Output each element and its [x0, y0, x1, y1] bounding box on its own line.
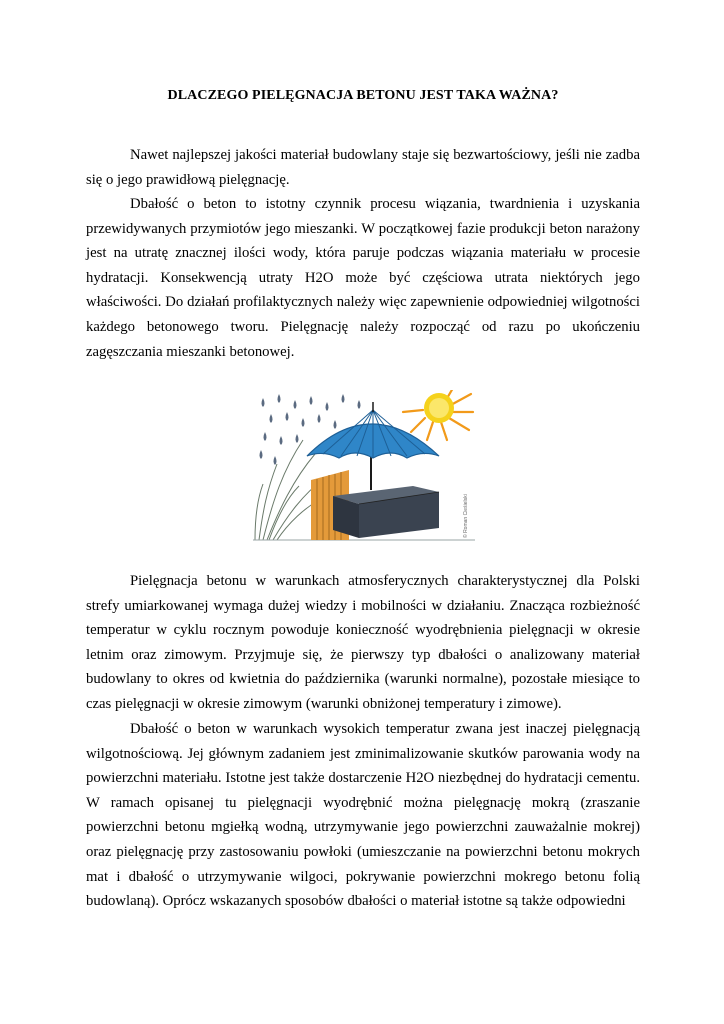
paragraph-humidity-care: Dbałość o beton w warunkach wysokich temperatur zwana jest inaczej pielęgnacją wilgotnościową. Jej głównym zadaniem jest zminimalizowanie skutków parowania wody na powierzchni materiału. Istotne jest także dostarczenie H2O niezbędnej do hydratacji cementu. W ramach opisanej tu pielęgnacji wyodrębnić można pielęgnację mokrą (zraszanie powierzchni betonu mgiełką wodną, utrzymywanie jego powierzchni zauważalnie mokrej) oraz pielęgnację przy zastosowaniu powłoki (umieszczanie na powierzchni betonu mokrych mat i dbałość o utrzymywanie wilgoci, pokrywanie powierzchni mokrego betonu folią budowlaną). Oprócz wskazanych sposobów dbałości o materiał istotne są także odpowiedni	[86, 721, 640, 910]
page-title: DLACZEGO PIELĘGNACJA BETONU JEST TAKA WAŻNA?	[167, 88, 559, 103]
paragraph-care-importance: Dbałość o beton to istotny czynnik procesu wiązania, twardnienia i uzyskania przewidywanych przymiotów jego mieszanki. W początkowej fazie produkcji beton narażony jest na utratę znacznej ilości wody, która paruje podczas wiązania materiału w procesie hydratacji. Konsekwencją utraty H2O może być częściowa utrata niektórych jego właściwości. Do działań profilaktycznych należy więc zapewnienie odpowiedniej wilgotności każdego betonowego tworu. Pielęgnację należy rozpocząć od razu po ukończeniu zagęszczania mieszanki betonowej.	[86, 196, 640, 360]
paragraph-intro: Nawet najlepszej jakości materiał budowlany staje się bezwartościowy, jeśli nie zadba się o jego prawidłową pielęgnację.	[86, 147, 640, 188]
sun-icon	[403, 390, 473, 440]
copyright-text: © Roman Cieśielski	[463, 494, 469, 538]
paragraph-seasonal-care: Pielęgnacja betonu w warunkach atmosferycznych charakterystycznej dla Polski strefy umiarkowanej wymaga dużej wiedzy i mobilności w działaniu. Znacząca rozbieżność temperatur w cyklu rocznym powoduje konieczność wyodrębnienia pielęgnacji w okresie letnim oraz zimowym. Przyjmuje się, że pierwszy typ dbałości o analizowany materiał budowlany to okres od kwietnia do października (warunki normalne), pozostałe miesiące to czas pielęgnacji w okresie zimowym (warunki obniżonej temperatury i zimowe).	[86, 573, 640, 712]
illustration-svg	[253, 390, 475, 548]
concrete-care-illustration	[253, 390, 475, 548]
